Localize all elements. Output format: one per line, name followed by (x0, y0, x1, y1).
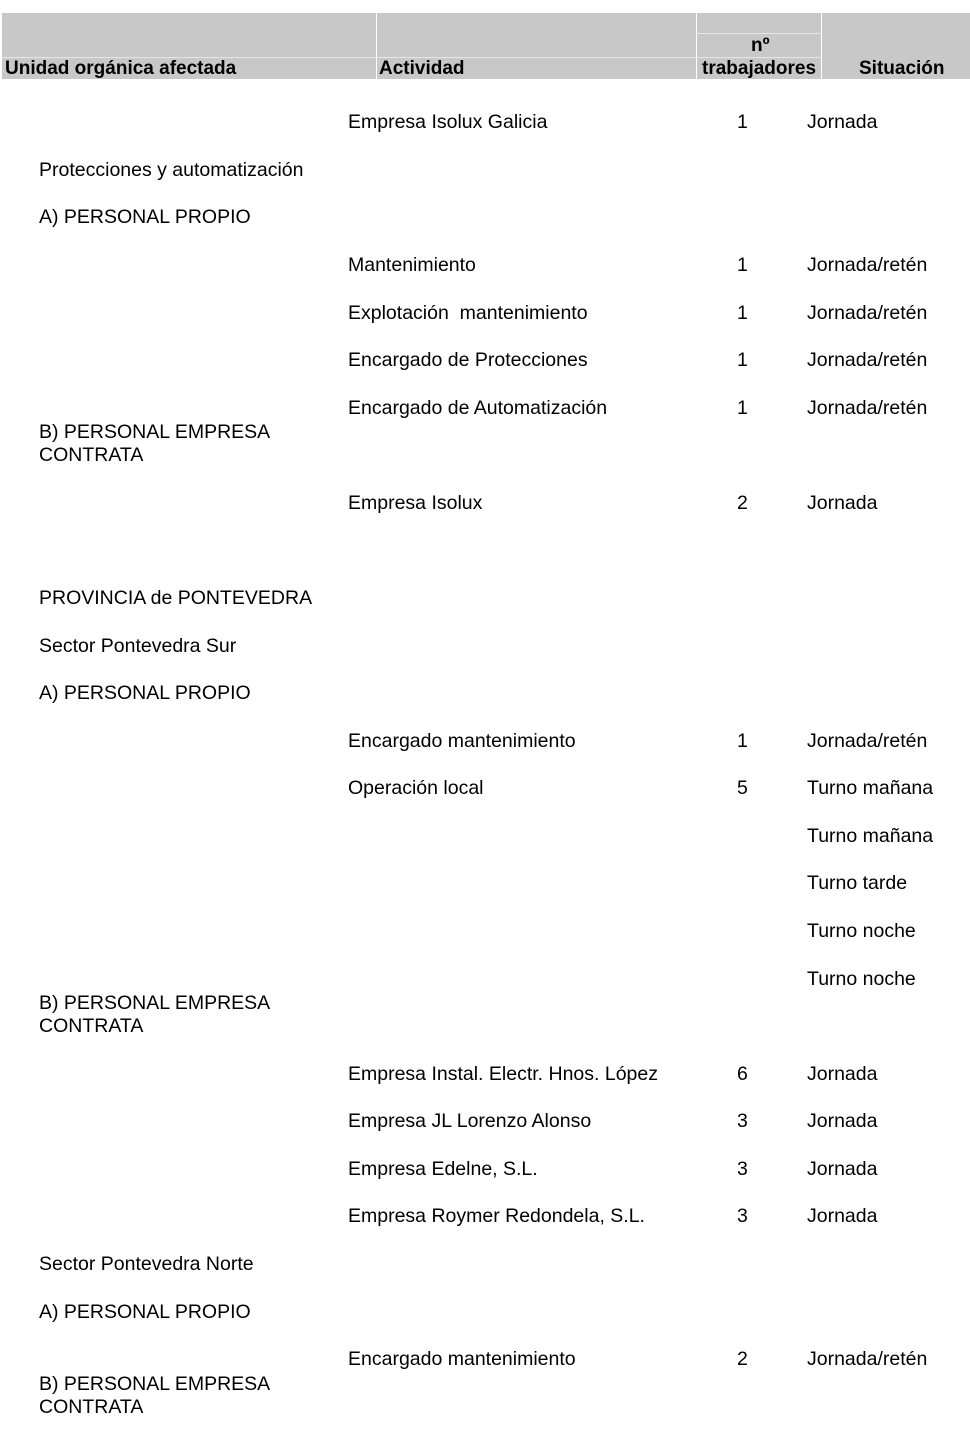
situacion-cell: Jornada/retén (807, 397, 928, 419)
situacion-cell: Jornada (807, 1158, 878, 1180)
trabajadores-cell: 3 (737, 1158, 748, 1180)
situacion-cell: Jornada/retén (807, 1348, 928, 1370)
unidad-cell: CONTRATA (39, 1015, 144, 1037)
actividad-cell: Encargado mantenimiento (348, 730, 576, 752)
situacion-cell: Jornada/retén (807, 349, 928, 371)
trabajadores-cell: 2 (737, 492, 748, 514)
situacion-cell: Jornada/retén (807, 302, 928, 324)
unidad-cell: A) PERSONAL PROPIO (39, 682, 251, 704)
actividad-cell: Mantenimiento (348, 254, 476, 276)
header-n-top: nº (751, 35, 770, 56)
trabajadores-cell: 3 (737, 1110, 748, 1132)
situacion-cell: Jornada (807, 1063, 878, 1085)
actividad-cell: Operación local (348, 777, 484, 799)
header-actividad-label: Actividad (379, 58, 465, 79)
trabajadores-cell: 1 (737, 302, 748, 324)
situacion-cell: Jornada/retén (807, 730, 928, 752)
unidad-cell: Sector Pontevedra Sur (39, 635, 237, 657)
actividad-cell: Explotación mantenimiento (348, 302, 588, 324)
situacion-cell: Jornada (807, 1205, 878, 1227)
actividad-cell: Empresa Isolux (348, 492, 483, 514)
unidad-cell: PROVINCIA de PONTEVEDRA (39, 587, 313, 609)
trabajadores-cell: 2 (737, 1348, 748, 1370)
trabajadores-cell: 1 (737, 397, 748, 419)
actividad-cell: Empresa Instal. Electr. Hnos. López (348, 1063, 658, 1085)
unidad-cell: Protecciones y automatización (39, 159, 304, 181)
situacion-cell: Turno noche (807, 920, 916, 942)
trabajadores-cell: 3 (737, 1205, 748, 1227)
trabajadores-cell: 1 (737, 254, 748, 276)
unidad-cell: B) PERSONAL EMPRESA (39, 421, 271, 443)
trabajadores-cell: 1 (737, 349, 748, 371)
unidad-cell: B) PERSONAL EMPRESA (39, 1373, 271, 1395)
actividad-cell: Encargado de Protecciones (348, 349, 588, 371)
unidad-cell: A) PERSONAL PROPIO (39, 206, 251, 228)
situacion-cell: Jornada (807, 1110, 878, 1132)
situacion-cell: Turno mañana (807, 777, 934, 799)
actividad-cell: Encargado mantenimiento (348, 1348, 576, 1370)
trabajadores-cell: 1 (737, 730, 748, 752)
situacion-cell: Turno mañana (807, 825, 934, 847)
actividad-cell: Empresa Roymer Redondela, S.L. (348, 1205, 645, 1227)
header-unidad-label: Unidad orgánica afectada (5, 58, 237, 79)
header-rule (697, 33, 821, 34)
unidad-cell: Sector Pontevedra Norte (39, 1253, 254, 1275)
header-situacion (822, 13, 970, 79)
situacion-cell: Jornada/retén (807, 254, 928, 276)
actividad-cell: Empresa JL Lorenzo Alonso (348, 1110, 592, 1132)
actividad-cell: Empresa Edelne, S.L. (348, 1158, 538, 1180)
trabajadores-cell: 1 (737, 111, 748, 133)
actividad-cell: Encargado de Automatización (348, 397, 608, 419)
header-unidad (2, 13, 376, 79)
situacion-cell: Turno tarde (807, 872, 908, 894)
trabajadores-cell: 6 (737, 1063, 748, 1085)
header-situacion-label: Situación (859, 58, 945, 79)
unidad-cell: CONTRATA (39, 444, 144, 466)
header-actividad (377, 13, 696, 79)
header-n-bottom: trabajadores (702, 58, 817, 79)
situacion-cell: Turno noche (807, 968, 916, 990)
unidad-cell: CONTRATA (39, 1396, 144, 1418)
unidad-cell: A) PERSONAL PROPIO (39, 1301, 251, 1323)
unidad-cell: B) PERSONAL EMPRESA (39, 992, 271, 1014)
actividad-cell: Empresa Isolux Galicia (348, 111, 548, 133)
situacion-cell: Jornada (807, 111, 878, 133)
header-trabajadores (697, 13, 821, 79)
trabajadores-cell: 5 (737, 777, 748, 799)
situacion-cell: Jornada (807, 492, 878, 514)
